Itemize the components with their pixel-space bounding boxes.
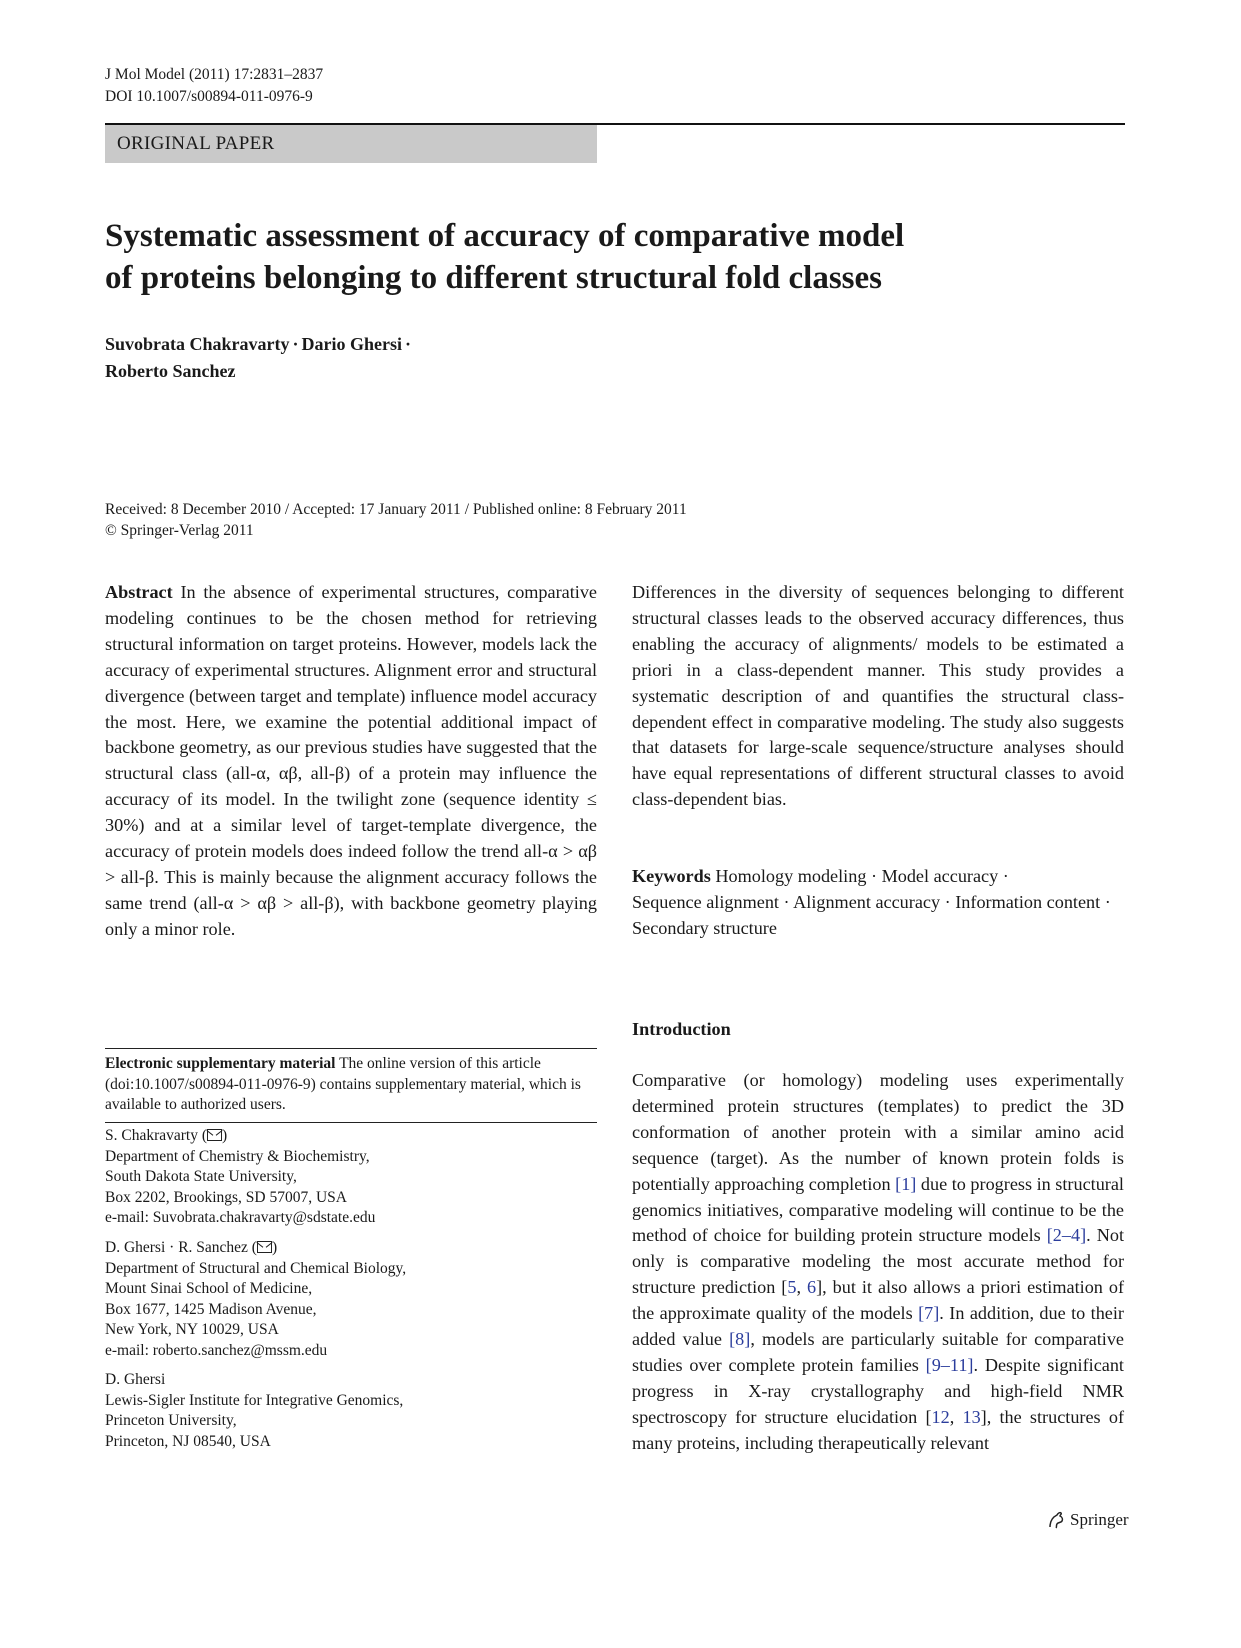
intro-text: . Not only is comparative modeling the most accurate method for structure prediction [ [632, 1225, 1124, 1298]
citation-link[interactable]: [7] [918, 1303, 940, 1324]
publisher-name: Springer [1070, 1510, 1129, 1529]
intro-text: ], but it also allows a priori estimation of the approximate quality of the models [632, 1277, 1124, 1324]
keyword: Sequence alignment [632, 891, 779, 912]
title-line-2: of proteins belonging to different structural fold classes [105, 260, 882, 296]
introduction-body [632, 1068, 1124, 1457]
affiliation-name: D. Ghersi [105, 1371, 166, 1388]
footnote-rule [105, 1048, 597, 1049]
supplementary-note [105, 1054, 597, 1116]
intro-text: . In addition, due to their added value [632, 1303, 1124, 1350]
publication-dates: Received: 8 December 2010 / Accepted: 17 January 2011 / Published online: 8 February 2011 © Springer-Verlag 2011 [105, 501, 687, 539]
affiliation-address: Princeton, NJ 08540, USA [105, 1432, 271, 1450]
intro-text: , [949, 1406, 963, 1427]
intro-text: ], the structures of many proteins, including therapeutically relevant [632, 1406, 1125, 1453]
intro-text: , models are particularly suitable for comparative studies over complete protein families [632, 1329, 1124, 1375]
affiliation-univ: Princeton University, [105, 1412, 237, 1429]
journal-citation: J Mol Model (2011) 17:2831–2837 [105, 66, 324, 83]
intro-text: . Despite significant progress in X-ray crystallography and high-field NMR spectroscopy for structure elucidation [ [632, 1354, 1124, 1427]
citation-link[interactable]: [9–11] [925, 1354, 974, 1375]
esm-label: Electronic supplementary material [105, 1055, 336, 1072]
affiliation-dept: Department of Chemistry & Biochemistry, [105, 1147, 370, 1165]
affiliation-email[interactable]: e-mail: Suvobrata.chakravarty@sdstate.edu [105, 1209, 376, 1226]
keyword: Model accuracy [881, 866, 999, 886]
affiliation-inst: Lewis-Sigler Institute for Integrative Genomics, [105, 1391, 404, 1409]
citation-link[interactable]: 5 [787, 1277, 797, 1298]
envelope-icon [207, 1129, 222, 1141]
esm-text: The online version of this article (doi:10.1007/s00894-011-0976-9) contains supplementary material, which is available to authorized users. [105, 1055, 581, 1113]
journal-doi: DOI 10.1007/s00894-011-0976-9 [105, 88, 313, 105]
affiliation-ghersi-sanchez: D. Ghersi · R. Sanchez ( ) Department of Structural and Chemical Biology, Mount Sinai School of Medicine, Box 1677, 1425 Madison Avenue, New York, NY 10029, USA e-mail: roberto.sanchez@mssm.edu [105, 1238, 597, 1361]
springer-horse-icon [1046, 1510, 1066, 1530]
author-name: Dario Ghersi [301, 334, 403, 354]
keyword: Alignment accuracy [793, 891, 941, 912]
citation-link[interactable]: 12 [931, 1406, 950, 1427]
affiliation-address: Box 2202, Brookings, SD 57007, USA [105, 1188, 347, 1206]
keywords: Keywords Homology modeling · Model accuracy · Sequence alignment · Alignment accuracy · Information content · Secondary structure [632, 866, 1111, 938]
citation-link[interactable]: 6 [807, 1277, 817, 1298]
affiliation-name: S. Chakravarty ( [105, 1127, 208, 1144]
affiliation-dept: Department of Structural and Chemical Biology, [105, 1259, 407, 1277]
keyword: Secondary structure [632, 917, 777, 938]
citation-link[interactable]: [1] [895, 1173, 917, 1194]
author-list: Suvobrata Chakravarty · Dario Ghersi · Roberto Sanchez [105, 334, 412, 381]
received-date: Received: 8 December 2010 [105, 501, 282, 518]
affiliation-address: New York, NY 10029, USA [105, 1321, 279, 1338]
intro-text: , [796, 1277, 807, 1298]
intro-text: Comparative (or homology) modeling uses experimentally determined protein structures (templates) to predict the 3D conformation of another protein with a similar amino acid sequence (target). As the number of known protein folds is potentially approaching completion [632, 1070, 1124, 1194]
journal-header [105, 64, 323, 108]
introduction-heading: Introduction [632, 1019, 731, 1039]
envelope-icon [257, 1241, 272, 1253]
paper-title [105, 215, 1105, 299]
footnote-rule [105, 1122, 597, 1123]
keywords-label: Keywords [632, 866, 711, 886]
copyright: © Springer-Verlag 2011 [105, 522, 254, 539]
section-label: ORIGINAL PAPER [105, 125, 597, 163]
affiliation-inst: Mount Sinai School of Medicine, [105, 1280, 313, 1297]
intro-text: due to progress in structural genomics initiatives, comparative modeling will continue to be the method of choice for building protein structure models [632, 1173, 1124, 1246]
keyword: Homology modeling [715, 866, 867, 886]
citation-link[interactable]: 13 [962, 1406, 981, 1427]
affiliation-email[interactable]: e-mail: roberto.sanchez@mssm.edu [105, 1341, 328, 1359]
affiliation-ghersi [105, 1370, 597, 1452]
affiliation-name: D. Ghersi [105, 1239, 166, 1256]
affiliation-name: R. Sanchez ( [178, 1239, 257, 1256]
keyword: Information content [955, 891, 1101, 912]
title-line-1: Systematic assessment of accuracy of comparative model [105, 218, 905, 254]
abstract [105, 580, 597, 943]
accepted-date: Accepted: 17 January 2011 [292, 501, 461, 518]
author-name: Roberto Sanchez [105, 361, 236, 381]
abstract-continuation: Differences in the diversity of sequences belonging to different structural classes leads to the observed accuracy differences, thus enabling the accuracy of alignments/ models to be estimated a priori in a class-dependent manner. This study provides a systematic description of and quantifies the structural class-dependent effect in comparative modeling. The study also suggests that datasets for large-scale sequence/structure analyses should have equal representations of different structural classes to avoid class-dependent bias. [632, 582, 1124, 810]
abstract-label: Abstract [105, 582, 173, 602]
citation-link[interactable]: [8] [729, 1329, 751, 1350]
publisher-logo [1046, 1510, 1129, 1530]
citation-link[interactable]: [2–4] [1046, 1225, 1087, 1246]
affiliation-address: Box 1677, 1425 Madison Avenue, [105, 1300, 317, 1318]
published-date: Published online: 8 February 2011 [472, 501, 687, 518]
affiliation-inst: South Dakota State University, [105, 1168, 297, 1185]
affiliation-chakravarty: S. Chakravarty ( ) Department of Chemistry & Biochemistry, South Dakota State University, Box 2202, Brookings, SD 57007, USA e-mail: Suvobrata.chakravarty@sdstate.edu [105, 1126, 597, 1229]
author-name: Suvobrata Chakravarty [105, 334, 290, 354]
abstract-text: In the absence of experimental structures, comparative modeling continues to be the chosen method for retrieving structural information on target proteins. However, models lack the accuracy of experimental structures. Alignment error and structural divergence (between target and template) influence model accuracy the most. Here, we examine the potential additional impact of backbone geometry, as our previous studies have suggested that the structural class (all-α, αβ, all-β) of a protein may influence the accuracy of its model. In the twilight zone (sequence identity ≤ 30%) and at a similar level of target-template divergence, the accuracy of protein models does indeed follow the trend all-α > αβ > all-β. This is mainly because the alignment accuracy follows the same trend (all-α > αβ > all-β), with backbone geometry playing only a minor role. [105, 582, 598, 939]
